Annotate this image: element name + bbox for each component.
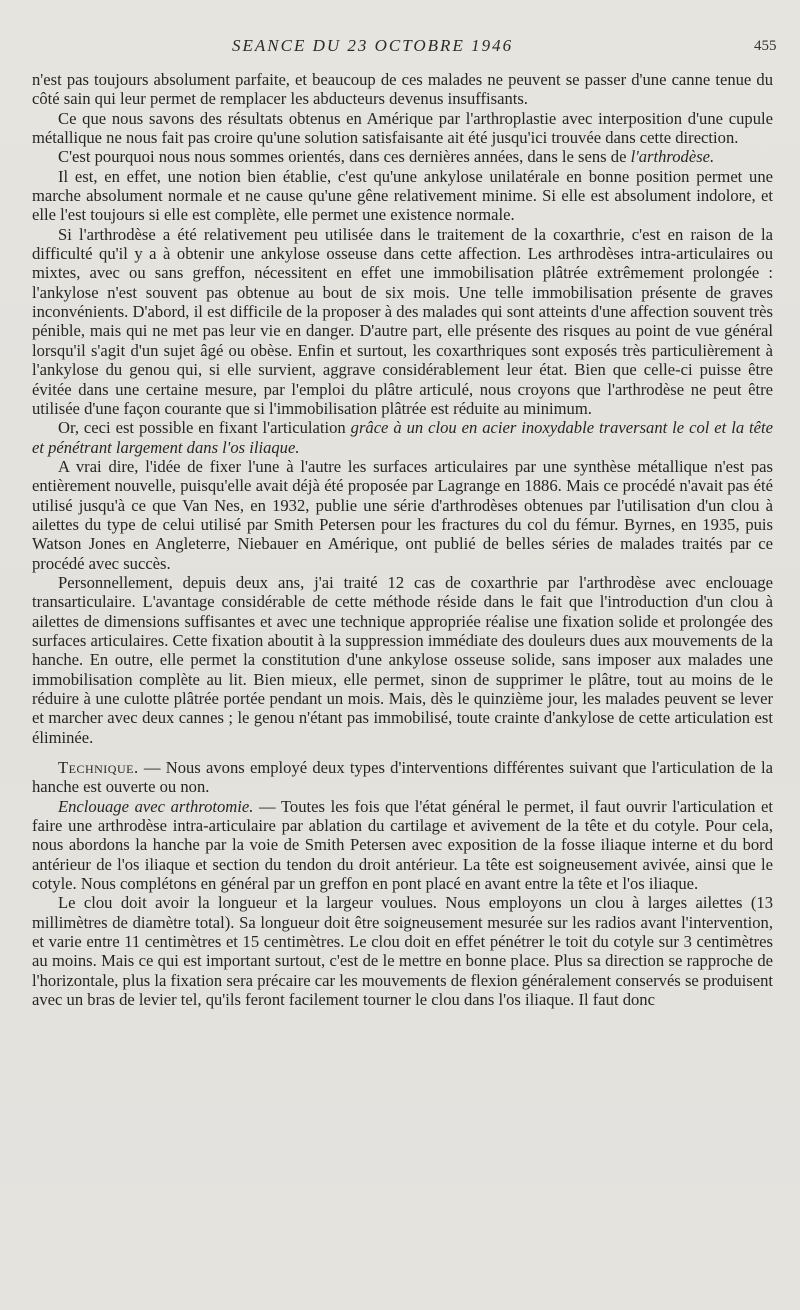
subsection-heading: Enclouage avec arthrotomie.	[58, 796, 254, 816]
text-run: Or, ceci est possible en fixant l'articulation	[58, 418, 351, 438]
paragraph	[32, 147, 773, 166]
paragraph: A vrai dire, l'idée de fixer l'une à l'autre les surfaces articulaires par une synthèse métallique n'est pas entièrement nouvelle, puisqu'elle avait déjà été proposée par Lagrange en 1886. Mais ce procédé n'avait pas été utilisé jusqu'à ce que Van Nes, en 1932, publie une série d'arthrodèses obtenues par l'utilisation d'un clou à ailettes du type de celui utilisé par Smith Petersen pour les fractures du col du fémur. Byrnes, en 1935, puis Watson Jones en Angleterre, Niebauer en Amérique, ont publié de belles séries de malades traités par ce procédé avec succès.	[32, 456, 773, 573]
paragraph: Si l'arthrodèse a été relativement peu utilisée dans le traitement de la coxarthrie, c'est en raison de la difficulté qu'il y a à obtenir une ankylose osseuse dans cette affection. Les arthrodèses intra-articulaires ou mixtes, avec ou sans greffon, nécessitent en effet une immobilisation plâtrée extrêmement prolongée : l'ankylose n'est souvent pas obtenue au bout de six mois. Une telle immobilisation présente de graves inconvénients. D'abord, il est difficile de la proposer à des malades qui sont atteints d'une affection souvent très pénible, mais qui ne met pas leur vie en danger. D'autre part, elle présente des risques au point de vue général lorsqu'il s'agit d'un sujet âgé ou obèse. Enfin et surtout, les coxarthriques sont exposés très particulièrement à l'ankylose du genou qui, si elle survient, aggrave considérablement leur état. Bien que celle-ci puisse être évitée dans une certaine mesure, par l'emploi du plâtre articulé, nous croyons que l'arthrodèse ne peut être utilisée d'une façon courante que si l'immobilisation plâtrée est réduite au minimum.	[32, 224, 773, 418]
paragraph: Personnellement, depuis deux ans, j'ai traité 12 cas de coxarthrie par l'arthrodèse avec enclouage transarticulaire. L'avantage considérable de cette méthode réside dans le fait que l'introduction d'un clou à ailettes de dimensions suffisantes et avec une technique appropriée réalise une fixation solide et prolongée des surfaces articulaires. Cette fixation aboutit à la suppression immédiate des douleurs dues aux mouvements de la hanche. En outre, elle permet la constitution d'une ankylose osseuse solide, sans imposer aux malades une immobilisation complète au lit. Bien mieux, elle permet, sinon de supprimer le plâtre, tout au moins de le réduire à une culotte plâtrée portée pendant un mois. Mais, dès le quinzième jour, les malades peuvent se lever et marcher avec deux cannes ; le genou n'étant pas immobilisé, toute crainte d'ankylose de cette articulation est éliminée.	[32, 572, 773, 747]
running-title: SEANCE DU 23 OCTOBRE 1946	[232, 36, 514, 55]
paragraph: Le clou doit avoir la longueur et la largeur voulues. Nous employons un clou à larges ailettes (13 millimètres de diamètre total). Sa longueur doit être soigneusement mesurée sur les radios avant l'intervention, et varie entre 11 centimètres et 15 centimètres. Le clou doit en effet pénétrer le toit du cotyle sur 3 centimètres au moins. Mais ce qui est important surtout, c'est de le mettre en bonne place. Plus sa direction se rapproche de l'horizontale, plus la fixation sera précaire car les mouvements de flexion généralement conservés se produisent avec un bras de levier tel, qu'ils feront facilement tourner le clou dans l'os iliaque. Il faut donc	[32, 893, 773, 1010]
page-header	[0, 36, 800, 60]
paragraph	[32, 758, 773, 797]
italic-phrase: grâce à un clou en acier inoxydable traversant le col et la tête et pénétrant largement dans l'os iliaque.	[32, 418, 774, 457]
page-number: 455	[754, 38, 777, 54]
paragraph	[32, 418, 773, 457]
italic-term: l'arthrodèse.	[630, 147, 715, 167]
paragraph	[32, 797, 773, 894]
section-heading: Technique.	[58, 758, 139, 778]
body-text	[32, 70, 773, 1010]
paragraph: n'est pas toujours absolument parfaite, et beaucoup de ces malades ne peuvent se passer d'une canne tenue du côté sain qui leur permet de remplacer les abducteurs devenus insuffisants.	[32, 70, 773, 109]
paragraph: Ce que nous savons des résultats obtenus en Amérique par l'arthroplastie avec interposition d'une cupule métallique ne nous fait pas croire qu'une solution satisfaisante ait été jusqu'ici trouvée dans cette direction.	[32, 108, 773, 148]
paragraph: Il est, en effet, une notion bien établie, c'est qu'une ankylose unilatérale en bonne position permet une marche absolument normale et ne cause qu'une gêne relativement minime. Si elle est absolument indolore, et elle l'est toujours si elle est complète, elle permet une existence normale.	[32, 166, 773, 225]
text-run: — Toutes les fois que l'état général le permet, il faut ouvrir l'articulation et faire une arthrodèse intra-articulaire par ablation du cartilage et avivement de la tête et du cotyle. Pour cela, nous abordons la hanche par la voie de Smith Petersen avec exposition de la fosse iliaque interne et du bord antérieur de l'os iliaque et section du tendon du droit antérieur. La tête est soigneusement avivée, ainsi que le cotyle. Nous complétons en général par un greffon en pont placé en avant entre la tête et l'os iliaque.	[32, 796, 773, 894]
text-run: — Nous avons employé deux types d'interventions différentes suivant que l'articulation de la hanche est ouverte ou non.	[32, 758, 773, 797]
text-run: C'est pourquoi nous nous sommes orientés, dans ces dernières années, dans le sens de	[58, 147, 631, 167]
